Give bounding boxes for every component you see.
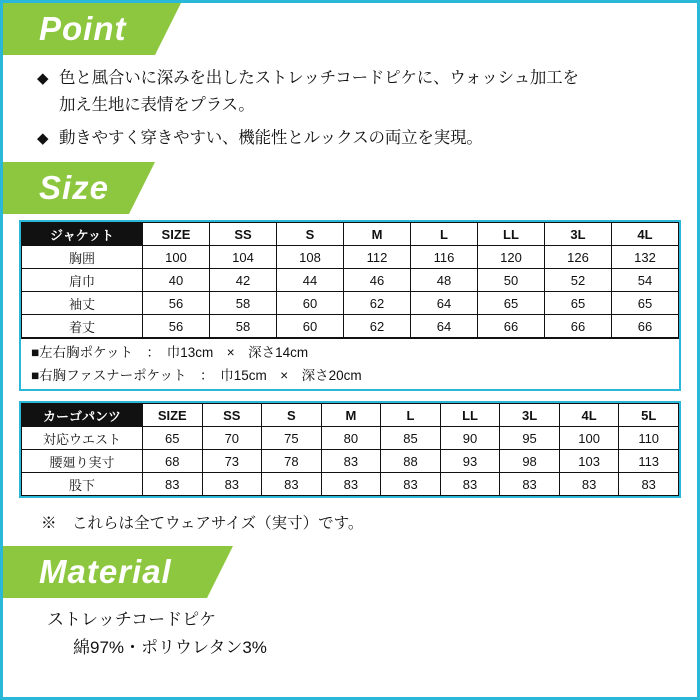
cell: 65 — [143, 427, 203, 450]
table-row — [22, 246, 679, 269]
point-section-title: Point — [39, 10, 127, 47]
cell: 93 — [440, 450, 500, 473]
table-row — [22, 269, 679, 292]
column-header: 4L — [559, 404, 619, 427]
cell: 83 — [202, 473, 262, 496]
cell: 104 — [210, 246, 277, 269]
point-bullet-line: 色と風合いに深みを出したストレッチコードピケに、ウォッシュ加工を — [59, 69, 579, 87]
cell: 66 — [478, 315, 545, 338]
column-header: SS — [202, 404, 262, 427]
material-composition: 綿97%・ポリウレタン3% — [73, 638, 267, 657]
column-header: SIZE — [143, 223, 210, 246]
cell: 100 — [143, 246, 210, 269]
cell: 44 — [277, 269, 344, 292]
cell: 100 — [559, 427, 619, 450]
cell: 48 — [411, 269, 478, 292]
column-header: S — [262, 404, 322, 427]
cell: 50 — [478, 269, 545, 292]
table-row — [22, 427, 679, 450]
cell: 75 — [262, 427, 322, 450]
cell: 126 — [545, 246, 612, 269]
jacket-pocket-note: ■左右胸ポケット ： 巾13cm × 深さ14cm — [21, 338, 679, 366]
table-header-row — [22, 223, 679, 246]
cell: 83 — [321, 473, 381, 496]
cell: 83 — [262, 473, 322, 496]
table-header-row — [22, 404, 679, 427]
table-row — [22, 473, 679, 496]
cell: 40 — [143, 269, 210, 292]
column-header: S — [277, 223, 344, 246]
material-details — [3, 598, 697, 662]
point-bullet-item — [37, 65, 667, 119]
cell: 58 — [210, 315, 277, 338]
row-label: 股下 — [22, 473, 143, 496]
cell: 70 — [202, 427, 262, 450]
row-label: 対応ウエスト — [22, 427, 143, 450]
cell: 65 — [545, 292, 612, 315]
jacket-zipper-pocket-note: ■右胸ファスナーポケット ： 巾15cm × 深さ20cm — [31, 368, 362, 383]
material-section-title: Material — [39, 553, 172, 590]
cell: 56 — [143, 315, 210, 338]
cell: 60 — [277, 292, 344, 315]
cell: 54 — [612, 269, 679, 292]
cell: 90 — [440, 427, 500, 450]
pants-category-label: カーゴパンツ — [22, 404, 143, 427]
column-header: M — [321, 404, 381, 427]
column-header: LL — [440, 404, 500, 427]
cell: 85 — [381, 427, 441, 450]
cell: 120 — [478, 246, 545, 269]
point-bullet-line-cont: 加え生地に表情をプラス。 — [59, 96, 255, 114]
column-header: SIZE — [143, 404, 203, 427]
cell: 56 — [143, 292, 210, 315]
cell: 83 — [619, 473, 679, 496]
cell: 95 — [500, 427, 560, 450]
column-header: 4L — [612, 223, 679, 246]
row-label: 着丈 — [22, 315, 143, 338]
column-header: SS — [210, 223, 277, 246]
cell: 66 — [545, 315, 612, 338]
cell: 83 — [559, 473, 619, 496]
cell: 42 — [210, 269, 277, 292]
cell: 78 — [262, 450, 322, 473]
jacket-size-table-wrap — [19, 220, 681, 391]
cell: 83 — [500, 473, 560, 496]
point-bullet-item — [37, 125, 667, 152]
size-section-title: Size — [39, 169, 110, 206]
cell: 88 — [381, 450, 441, 473]
point-bullet-text: 動きやすく穿きやすい、機能性とルックスの両立を実現。 — [59, 129, 483, 147]
point-bullet-list — [3, 55, 697, 162]
row-label: 肩巾 — [22, 269, 143, 292]
cell: 80 — [321, 427, 381, 450]
cell: 62 — [344, 315, 411, 338]
point-section-banner — [3, 3, 697, 55]
column-header: 3L — [545, 223, 612, 246]
table-row — [22, 450, 679, 473]
cell: 116 — [411, 246, 478, 269]
pants-size-table-wrap — [19, 401, 681, 498]
cell: 52 — [545, 269, 612, 292]
cell: 62 — [344, 292, 411, 315]
diamond-bullet-icon: ◆ — [37, 130, 49, 147]
point-bullet-text — [59, 65, 579, 119]
cell: 64 — [411, 292, 478, 315]
column-header: L — [411, 223, 478, 246]
row-label: 袖丈 — [22, 292, 143, 315]
column-header: L — [381, 404, 441, 427]
cell: 65 — [612, 292, 679, 315]
cell: 83 — [143, 473, 203, 496]
pants-size-table — [21, 403, 679, 496]
cell: 132 — [612, 246, 679, 269]
column-header: M — [344, 223, 411, 246]
cell: 83 — [381, 473, 441, 496]
table-row — [22, 292, 679, 315]
column-header: 5L — [619, 404, 679, 427]
cell: 58 — [210, 292, 277, 315]
row-label: 胸囲 — [22, 246, 143, 269]
cell: 103 — [559, 450, 619, 473]
row-label: 腰廻り実寸 — [22, 450, 143, 473]
cell: 64 — [411, 315, 478, 338]
size-tables — [3, 214, 697, 536]
material-name: ストレッチコードピケ — [47, 610, 217, 629]
column-header: LL — [478, 223, 545, 246]
cell: 65 — [478, 292, 545, 315]
cell: 83 — [321, 450, 381, 473]
cell: 112 — [344, 246, 411, 269]
cell: 108 — [277, 246, 344, 269]
cell: 113 — [619, 450, 679, 473]
jacket-size-table — [21, 222, 679, 338]
cell: 73 — [202, 450, 262, 473]
column-header: 3L — [500, 404, 560, 427]
size-footnote: ※ これらは全てウェアサイズ（実寸）です。 — [41, 515, 364, 532]
table-row — [22, 315, 679, 338]
cell: 110 — [619, 427, 679, 450]
cell: 68 — [143, 450, 203, 473]
cell: 98 — [500, 450, 560, 473]
size-section-banner — [3, 162, 697, 214]
jacket-category-label: ジャケット — [22, 223, 143, 246]
cell: 66 — [612, 315, 679, 338]
cell: 83 — [440, 473, 500, 496]
cell: 46 — [344, 269, 411, 292]
cell: 60 — [277, 315, 344, 338]
material-section-banner — [3, 546, 697, 598]
diamond-bullet-icon: ◆ — [37, 70, 49, 87]
